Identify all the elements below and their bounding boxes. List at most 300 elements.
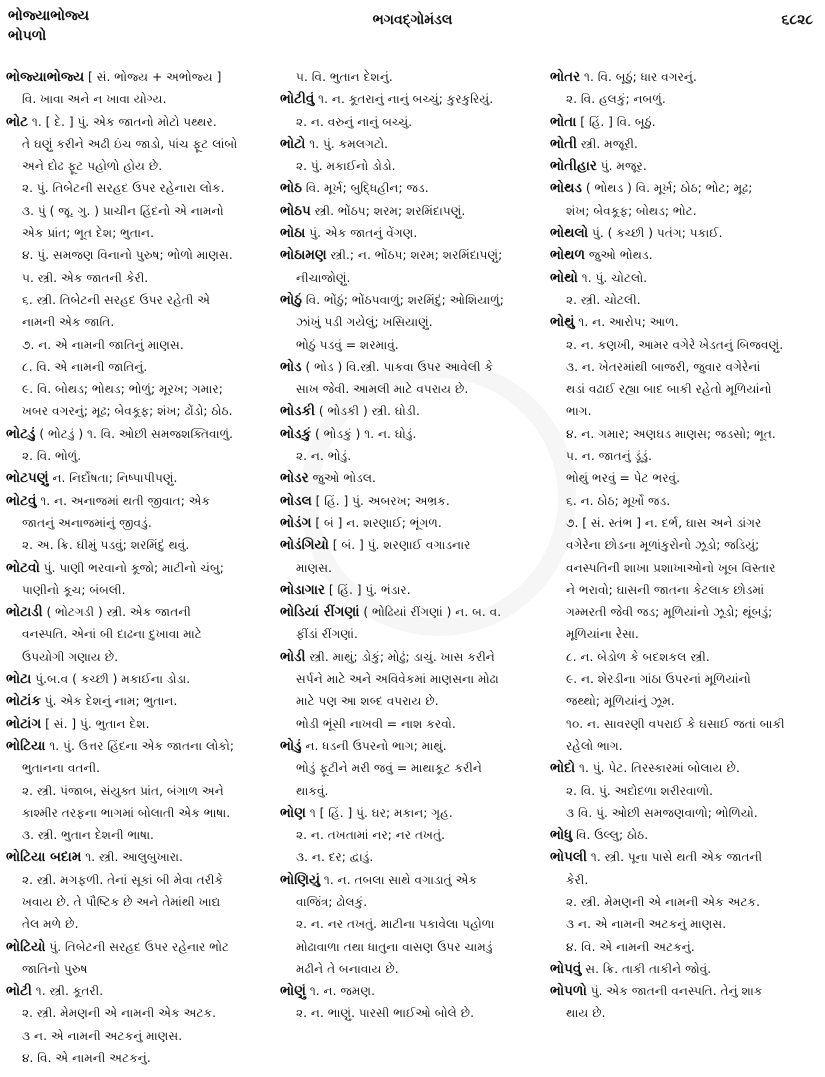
definition-line	[550, 601, 822, 623]
headword: ભોપવું	[550, 960, 582, 977]
definition-text: ૩ વિ. પું. ઓછી સમજણવાળો; ભોળિયો.	[566, 805, 758, 820]
definition-text: ૨. સ્ત્રી. ચોટલી.	[566, 292, 641, 307]
definition-line	[550, 512, 822, 534]
definition-text: ૧. ન. જમણ.	[305, 984, 376, 999]
definition-text: ૨. ન. તખતામાં નર; નર તખતું.	[296, 828, 446, 843]
headword: ભોડંગિયો	[280, 537, 329, 554]
definition-line	[6, 244, 274, 266]
headword: ભોઠપ	[280, 202, 311, 219]
definition-text: ૨. સ્ત્રી. પંજાબ, સંયુક્ત પ્રાંત, બંગાળ અને	[22, 783, 224, 798]
entry-line	[550, 177, 822, 199]
definition-text: ( ભોઢિયાં રીંગણાં ) ન. બ. વ.	[359, 605, 502, 620]
entry-line	[280, 646, 542, 668]
definition-text: ૧. [ દે. ] પું. એક જાતનો મોટો પથ્થર.	[28, 114, 217, 129]
definition-line	[6, 222, 274, 244]
definition-text: સ્ત્રી. ભોંઠપ; શરમ; શરમિંદાપણું.	[310, 203, 466, 218]
definition-line	[550, 690, 822, 712]
definition-text: ભોઠું પડવું = શરમાવું.	[296, 337, 399, 352]
entry-line	[6, 490, 274, 512]
definition-text: ૨. ન. નર તખતું. માટીના પકાવેલા પહોળા	[296, 917, 495, 932]
definition-text: ૨. ન. કણખી, આમર વગેરે ખેડતનું બિજવણું.	[566, 337, 784, 352]
definition-line	[280, 66, 542, 88]
definition-text: વનસ્પતિની શાખા પ્રશાખાઓનો ખૂબ વિસ્તાર	[566, 560, 776, 575]
definition-text: માટે પણ આ શબ્દ વપરાય છે.	[296, 694, 439, 709]
entry-line	[280, 802, 542, 824]
headword: ભોણિયું	[280, 871, 321, 888]
definition-line	[550, 579, 822, 601]
definition-line	[6, 88, 274, 110]
definition-line	[550, 713, 822, 735]
definition-line	[6, 267, 274, 289]
definition-text: ૧. ન. અનાજમાં થતી જીવાત; એક	[36, 493, 211, 508]
headword: ભોટાડી	[6, 604, 43, 621]
definition-text: ૨. ન. વરુનું નાનું બચ્ચું.	[296, 114, 413, 129]
definition-line	[280, 713, 542, 735]
definition-text: કેરી.	[566, 872, 589, 887]
definition-text: ( ભોડ ) વિ.સ્ત્રી. પાકવા ઉપર આવેલી કે	[301, 359, 494, 374]
definition-line	[550, 780, 822, 802]
definition-line	[550, 88, 822, 110]
definition-text: તે ઘણું કરીને અઢી ઇંચ જાડો, પાંચ ફૂટ લાંબો	[22, 136, 238, 151]
definition-text: ૩ ન. એ નામની અટકનું માણસ.	[22, 1028, 183, 1043]
entry-line	[6, 936, 274, 958]
definition-text: એક પ્રાંત; ભૂત દેશ; ભુતાન.	[22, 226, 154, 241]
definition-text: [ હિં. ] વિ. બૂઠું.	[576, 114, 656, 129]
entry-line	[280, 534, 542, 556]
definition-text: થાકવું.	[296, 783, 329, 798]
definition-line	[6, 155, 274, 177]
entry-line	[6, 467, 274, 489]
definition-text: ૩. સ્ત્રી. ભુતાન દેશની ભાષા.	[22, 828, 154, 843]
headword: ભોડકું	[280, 425, 312, 442]
headword: ભોથળ	[550, 247, 586, 264]
definition-text: ભોથું ભરવું = પેટ ભરવું.	[566, 471, 681, 486]
entry-line	[550, 958, 822, 980]
definition-line	[550, 623, 822, 645]
definition-text: ૨. અ. ક્રિ. ઘીમું પડવું; શરમિંદું થવું.	[22, 538, 190, 553]
definition-text: ( ભોડકી ) સ્ત્રી. ઘોડી.	[314, 404, 420, 419]
definition-text: કાશ્મીર તરફના ભાગમાં બોલાતી એક ભાષા.	[22, 805, 231, 820]
definition-line	[550, 668, 822, 690]
definition-line	[6, 534, 274, 556]
headword: ભોડી	[280, 648, 306, 665]
headword: ભોજ્યાભોજ્ય	[6, 69, 85, 85]
entry-line	[6, 668, 274, 690]
definition-line	[550, 334, 822, 356]
definition-line	[280, 557, 542, 579]
definition-text: ઉપયોગી ગણાય છે.	[22, 649, 119, 664]
definition-text: ખબર વગરનું; મૂઢ; બેવકૂફ; શંખ; ઢોંડો; ઠોઠ.	[22, 404, 233, 419]
definition-text: ૩. ન. ખેતરમાંથી બાજરી, જુવાર વગેરેનાં	[566, 359, 761, 374]
definition-text: ૧. સ્ત્રી. પૂના પાસે થતી એક જાતની	[587, 850, 763, 865]
definition-text: ૧. પું. ચોટલો.	[577, 270, 648, 285]
definition-text: વિ. મૂર્ખ; બુદ્ધિહીન; જડ.	[302, 181, 429, 196]
entry-line	[550, 111, 822, 133]
definition-text: ૩. પું ( જૂ. ગુ. ) પ્રાચીન હિંદનો એ નામનો	[22, 203, 224, 218]
entry-line	[550, 846, 822, 868]
definition-text: ૮. વિ. એ નામની જાતિનું.	[22, 359, 148, 374]
headword: ભોડાગાર	[280, 581, 326, 598]
definition-text: ફીંડાં રીંગણાં.	[296, 627, 358, 642]
definition-text: [ બં ] ન. શરણાઈ; ભૂંગળ.	[311, 515, 442, 530]
definition-text: ૧. પું. પેટ. તિરસ્કારમાં બોલાય છે.	[575, 761, 740, 776]
definition-text: અને દોઢ ફૂટ પહોળો હોય છે.	[22, 159, 163, 174]
definition-line	[280, 445, 542, 467]
entry-line	[280, 244, 542, 266]
definition-line	[6, 400, 274, 422]
definition-text: રહેલો ભાગ.	[566, 738, 623, 753]
entry-line	[550, 222, 822, 244]
definition-line	[550, 467, 822, 489]
definition-text: ( ભોટડું ) ૧. વિ. ઓછી સમજશક્તિવાળું.	[35, 426, 234, 441]
definition-text: સ્ત્રી.; ન. ભોંઠપ; શરમ; શરમિંદાપણું;	[326, 248, 503, 263]
definition-text: નીચાજોણું.	[296, 270, 351, 285]
definition-text: થડાં વઢાઈ રહ્યા બાદ બાકી રહેતો મૂળિયાંનો	[566, 382, 772, 397]
definition-text: મઢીને તે બનાવાય છે.	[296, 961, 399, 976]
definition-line	[550, 646, 822, 668]
definition-line	[550, 289, 822, 311]
headword: ભોથલો	[550, 225, 589, 242]
definition-text: સાખ જેવી. આમલી માટે વપરાય છે.	[296, 382, 469, 397]
definition-text: ૩. ન. દર; દ્વાડું.	[296, 850, 374, 865]
definition-text: જુઓ ભોથડ.	[585, 248, 653, 263]
headword: ભોડ	[280, 358, 302, 375]
guide-word-first: ભોજ્યાભોજ્ય	[8, 8, 90, 24]
definition-text: ૧. પું. ઉત્તર હિંદના એક જાતના લોકો;	[45, 738, 235, 753]
headword: ભોણું	[280, 983, 306, 1000]
definition-line	[280, 378, 542, 400]
headword: ભોટાંક	[6, 693, 41, 710]
definition-text: જાતનું અનાજમાંનું જીવડું.	[22, 515, 152, 530]
definition-line	[280, 913, 542, 935]
definition-line	[6, 891, 274, 913]
definition-line	[280, 958, 542, 980]
headword: ભોટી	[6, 983, 32, 1000]
definition-line	[6, 757, 274, 779]
definition-text: સ્ત્રી. માથું; ડોકું; મોઢું; ડાચું. ખાસ કરીને	[305, 649, 495, 664]
headword: ભોટ	[6, 113, 29, 130]
dictionary-column-3	[550, 66, 822, 1025]
definition-text: ૨. ન. ભાણું. પારસી ભાઈઓ બોલે છે.	[296, 1006, 475, 1021]
definition-line	[6, 289, 274, 311]
headword: ભોટાંગ	[6, 715, 42, 732]
entry-line	[550, 980, 822, 1002]
definition-line	[550, 534, 822, 556]
headword: ભોપળો	[550, 983, 587, 1000]
entry-line	[280, 200, 542, 222]
dictionary-column-2	[280, 66, 542, 1025]
definition-text: ૪. પું. સમજણ વિનાનો પુરુષ; ભોળો માણસ.	[22, 248, 233, 263]
definition-text: [ સં. ] પું. ભુતાન દેશ.	[41, 716, 150, 731]
definition-line	[550, 400, 822, 422]
definition-text: માણસ.	[296, 560, 332, 575]
definition-line	[550, 891, 822, 913]
definition-line	[280, 334, 542, 356]
entry-line	[280, 490, 542, 512]
entry-line	[280, 88, 542, 110]
entry-line	[550, 757, 822, 779]
definition-line	[550, 913, 822, 935]
definition-line	[550, 557, 822, 579]
page-title: ભગવદ્ગોમંડલ	[372, 12, 453, 28]
definition-text: ૫. સ્ત્રી. એક જાતની કેરી.	[22, 270, 149, 285]
definition-text: વિ. ઉલ્લુ; ઠોઠ.	[572, 828, 649, 843]
headword: ભોણ	[280, 804, 306, 821]
definition-text: જુઓ ભોડલ.	[308, 471, 376, 486]
definition-text: જથ્થો; મૂળિયાંનું ઝૂમ.	[566, 694, 675, 709]
headword: ભોડંગ	[280, 514, 312, 531]
entry-line	[6, 980, 274, 1002]
definition-text: મૂળિયાંના રેસા.	[566, 627, 639, 642]
entry-line	[550, 155, 822, 177]
entry-line	[6, 846, 274, 868]
headword: ભોડિયાં રીંગણાં	[280, 604, 360, 621]
headword: ભોધુ	[550, 827, 573, 844]
definition-text: ૭. [ સં. સ્તંભ ] ન. દર્ભ, ઘાસ અને ડાંગર	[566, 515, 762, 530]
definition-line	[6, 356, 274, 378]
definition-text: ૫. ન. જાતનું ડૂંડું.	[566, 449, 652, 464]
definition-line	[280, 311, 542, 333]
definition-text: [ બં. ] પું. શરણાઈ વગાડનાર	[328, 538, 471, 553]
definition-text: સ. ક્રિ. તાકી તાકીને જોવું.	[581, 961, 712, 976]
definition-line	[280, 623, 542, 645]
headword: ભોઠ	[280, 180, 303, 197]
definition-text: ખવાય છે. તે પૌષ્ટિક છે અને તેમાંથી ખાદ્ય	[22, 894, 221, 909]
definition-text: ( ભોટગડી ) સ્ત્રી. એક જાતની	[42, 605, 191, 620]
definition-text: પું. પાણી ભરવાનો કૂજો; માટીનો ચંબુ;	[39, 560, 224, 575]
definition-text: ૨. સ્ત્રી. મગફળી. તેનાં સૂકાં બી મેવા તરીકે	[22, 872, 224, 887]
definition-text: વનસ્પતિ. એનાં બી દાઢના દુખાવા માટે	[22, 627, 202, 642]
definition-text: ૧૦. ન. સાવરણી વપરાઈ કે ઘસાઈ જતાં બાકી	[566, 716, 785, 731]
definition-text: ઝાંખું પડી ગયેલું; ખસિયાણું.	[296, 315, 433, 330]
entry-line	[280, 980, 542, 1002]
definition-text: ૨. વિ. પું. અદોદળા શરીરવાળો.	[566, 783, 714, 798]
definition-text: પું. એક જાતનું વેંગણ.	[305, 226, 418, 241]
definition-text: ૪. ન. ગમાર; અણઘડ માણસ; જડસો; ભૂત.	[566, 426, 776, 441]
headword: ભોઠું	[280, 291, 303, 308]
definition-line	[6, 802, 274, 824]
definition-text: [ સં. ભોજ્ય + અભોજ્ય ]	[84, 70, 222, 84]
headword: ભોડર	[280, 470, 309, 487]
definition-text: વગેરેના છોડના મૂળાંકુરોનો ઝૂડો; જડિયું;	[566, 538, 760, 553]
entry-line	[6, 690, 274, 712]
definition-line	[280, 780, 542, 802]
definition-line	[550, 378, 822, 400]
headword: ભોટવો	[6, 559, 40, 576]
entry-line	[280, 869, 542, 891]
definition-text: ૬. સ્ત્રી. તિબેટની સરહદ ઉપર રહેતી એ	[22, 292, 211, 307]
entry-line	[6, 66, 274, 88]
entry-line	[280, 177, 542, 199]
definition-text: મોઢાવાળા તથા ધાતુના વાસણ ઉપર ચામડું	[296, 939, 493, 954]
definition-line	[280, 690, 542, 712]
definition-text: ૨. સ્ત્રી. મેમણની એ નામની એક અટક.	[566, 894, 761, 909]
entry-line	[280, 467, 542, 489]
definition-line	[6, 780, 274, 802]
dictionary-column-1	[6, 66, 274, 1069]
definition-text: ભાગ.	[566, 404, 592, 419]
definition-text: ને ભરાવો; ઘાસની જાતના કેટલાક છોડમાં	[566, 582, 765, 597]
definition-line	[6, 1002, 274, 1024]
definition-text: ૧. સ્ત્રી. આલુબુખારા.	[81, 850, 183, 865]
definition-line	[550, 1002, 822, 1024]
headword: ભોટા	[6, 671, 32, 688]
definition-text: પું. તિબેટની સરહદ ઉપર રહેનાર ભોટ	[45, 939, 230, 954]
headword: ભોટીવું	[280, 91, 315, 108]
definition-line	[6, 200, 274, 222]
definition-text: પું. મજૂર.	[596, 159, 647, 174]
definition-line	[280, 891, 542, 913]
entry-line	[280, 222, 542, 244]
headword: ભોટવું	[6, 492, 37, 509]
entry-line	[6, 557, 274, 579]
definition-text: ૨. વિ. ભોળું.	[22, 449, 82, 464]
definition-text: ૨. ન. ભોડું.	[296, 449, 352, 464]
headword: ભોપલી	[550, 849, 588, 866]
definition-text: [ હિં. ] પું. ભંડાર.	[325, 582, 411, 597]
definition-text: ૩ ન. એ નામની અટકનું માણસ.	[566, 917, 727, 932]
definition-line	[6, 445, 274, 467]
headword: ભોઠા	[280, 225, 306, 242]
headword: ભોટપણું	[6, 470, 49, 487]
definition-line	[280, 1002, 542, 1024]
entry-line	[280, 289, 542, 311]
definition-line	[550, 423, 822, 445]
definition-text: વિ. ખાવા અને ન ખાવા યોગ્ય.	[22, 92, 167, 107]
definition-line	[550, 802, 822, 824]
definition-text: થાય છે.	[566, 1006, 606, 1021]
definition-text: નામની એક જાતિ.	[22, 315, 115, 330]
definition-line	[6, 623, 274, 645]
headword: ભોટિયા બદામ	[6, 849, 82, 866]
entry-line	[280, 735, 542, 757]
definition-line	[6, 1047, 274, 1069]
definition-line	[550, 490, 822, 512]
page-number: ૬૮૨૮	[781, 12, 813, 28]
definition-text: ૯. ન. શેરડીના ગાંઠા ઉપરનાં મૂળિયાંનો	[566, 672, 751, 687]
definition-line	[280, 757, 542, 779]
definition-text: ૧. ન. આરોપ; આળ.	[574, 315, 679, 330]
headword: ભોથું	[550, 314, 575, 331]
definition-line	[280, 111, 542, 133]
definition-line	[280, 155, 542, 177]
entry-line	[280, 400, 542, 422]
definition-text: ૧ [ હિં. ] પું. ઘર; મકાન; ગૃહ.	[305, 805, 453, 820]
entry-line	[280, 356, 542, 378]
definition-line	[6, 958, 274, 980]
definition-line	[280, 267, 542, 289]
definition-text: શંખ; બેવકૂફ; બોથડ; ભોટ.	[566, 203, 697, 218]
definition-line	[6, 311, 274, 333]
definition-text: ૭. ન. એ નામની જાતિનું માણસ.	[22, 337, 184, 352]
definition-text: ભુતાનના વતની.	[22, 761, 100, 776]
definition-line	[6, 177, 274, 199]
definition-line	[280, 936, 542, 958]
definition-text: ૧. ન. તબલા સાથે વગાડાતું એક	[320, 872, 478, 887]
entry-line	[550, 133, 822, 155]
definition-text: ૨. વિ. હલકું; નબળું.	[566, 92, 666, 107]
definition-line	[550, 869, 822, 891]
definition-text: ૨. પું. તિબેટની સરહદ ઉપર રહેનારા લોક.	[22, 181, 225, 196]
definition-line	[550, 200, 822, 222]
definition-text: ૧. પું. કમલગટો.	[305, 136, 389, 151]
definition-text: ૧. સ્ત્રી. કૂતરી.	[31, 984, 104, 999]
entry-line	[6, 735, 274, 757]
headword: ભોથો	[550, 269, 578, 286]
definition-text: ૪. વિ. એ નામની અટકનું.	[22, 1051, 151, 1066]
definition-text: ૧. વિ. બૂઠું; ધાર વગરનું.	[580, 70, 697, 84]
definition-line	[6, 512, 274, 534]
entry-line	[6, 111, 274, 133]
definition-text: સર્પને માટે અને અવિવેકમાં માણસના મોઢા	[296, 672, 499, 687]
definition-text: ૨. પું. મકાઈનો ડોડો.	[296, 159, 396, 174]
definition-text: તેલ મળે છે.	[22, 917, 79, 932]
entry-line	[6, 713, 274, 735]
definition-line	[6, 824, 274, 846]
guide-word-last: ભોપળો	[8, 28, 47, 44]
definition-text: ૧. ન. કૂતરાનું નાનું બચ્ચું; કુરકુરિયું.	[314, 92, 494, 107]
headword: ભોતા	[550, 113, 577, 130]
entry-line	[550, 244, 822, 266]
definition-text: જાતિનો પુરુષ	[22, 961, 88, 976]
definition-text: પું. ( કચ્છી ) પતંગ; પકાઈ.	[588, 226, 723, 241]
headword: ભોદો	[550, 760, 576, 777]
definition-line	[6, 334, 274, 356]
headword: ભોડલ	[280, 492, 312, 509]
headword: ભોડું	[280, 737, 302, 754]
definition-text: ૯. વિ. બોથડ; ભોથડ; ભોળું; મૂરખ; ગમાર;	[22, 382, 223, 397]
headword: ભોટિયો	[6, 938, 46, 955]
entry-line	[280, 601, 542, 623]
definition-text: ૮. ન. બેડોળ કે બદશકલ સ્ત્રી.	[566, 649, 710, 664]
definition-text: ૨. સ્ત્રી. મેમણની એ નામની એક અટક.	[22, 1006, 217, 1021]
definition-text: ( ભોડકું ) ૧. ન. ઘોડું.	[311, 426, 417, 441]
entry-line	[550, 824, 822, 846]
definition-line	[6, 869, 274, 891]
definition-line	[550, 356, 822, 378]
definition-text: [ હિં. ] પું. અબરખ; અભ્રક.	[311, 493, 450, 508]
definition-text: ૬. ન. ઠોઠ; મૂર્ખો જડ.	[566, 493, 671, 508]
definition-line	[280, 824, 542, 846]
headword: ભોટડું	[6, 425, 36, 442]
headword: ભોડકી	[280, 403, 315, 420]
definition-line	[6, 378, 274, 400]
headword: ભોથડ	[550, 180, 582, 197]
definition-text: ભોડી ભૂંસી નાખવી = નાશ કરવો.	[296, 716, 456, 731]
definition-line	[550, 735, 822, 757]
definition-line	[280, 846, 542, 868]
definition-text: ૫. વિ. ભુતાન દેશનું.	[296, 70, 393, 84]
definition-text: પું. એક જાતની વનસ્પતિ. તેનું શાક	[586, 984, 763, 999]
definition-text: પાણીનો કૂચ; બંબલી.	[22, 582, 126, 597]
headword: ભોટો	[280, 135, 306, 152]
definition-text: ( ભોથડ ) વિ. મૂર્ખ; ઠોઠ; ભોટ; મૂઢ;	[581, 181, 753, 196]
entry-line	[6, 601, 274, 623]
entry-line	[550, 267, 822, 289]
entry-line	[280, 512, 542, 534]
definition-text: ગમ્મરતી જેવી જડ; મૂળિયાંનો ઝૂડો; થૂંબડું;	[566, 605, 773, 620]
definition-text: સ્ત્રી. મજૂરી.	[577, 136, 638, 151]
headword: ભોતર	[550, 69, 581, 85]
entry-line	[550, 66, 822, 88]
definition-text: ન. નિર્દોષતા; નિષ્પાપીપણું.	[48, 471, 178, 486]
definition-line	[6, 1025, 274, 1047]
headword: ભોતીહાર	[550, 158, 597, 175]
definition-text: પું. એક દેશનું નામ; ભુતાન.	[40, 694, 178, 709]
entry-line	[280, 579, 542, 601]
entry-line	[280, 423, 542, 445]
definition-text: વિ. ભોંઠું; ભોંઠપવાળું; શરમિંદું; ઓશિયાળું;	[302, 292, 504, 307]
